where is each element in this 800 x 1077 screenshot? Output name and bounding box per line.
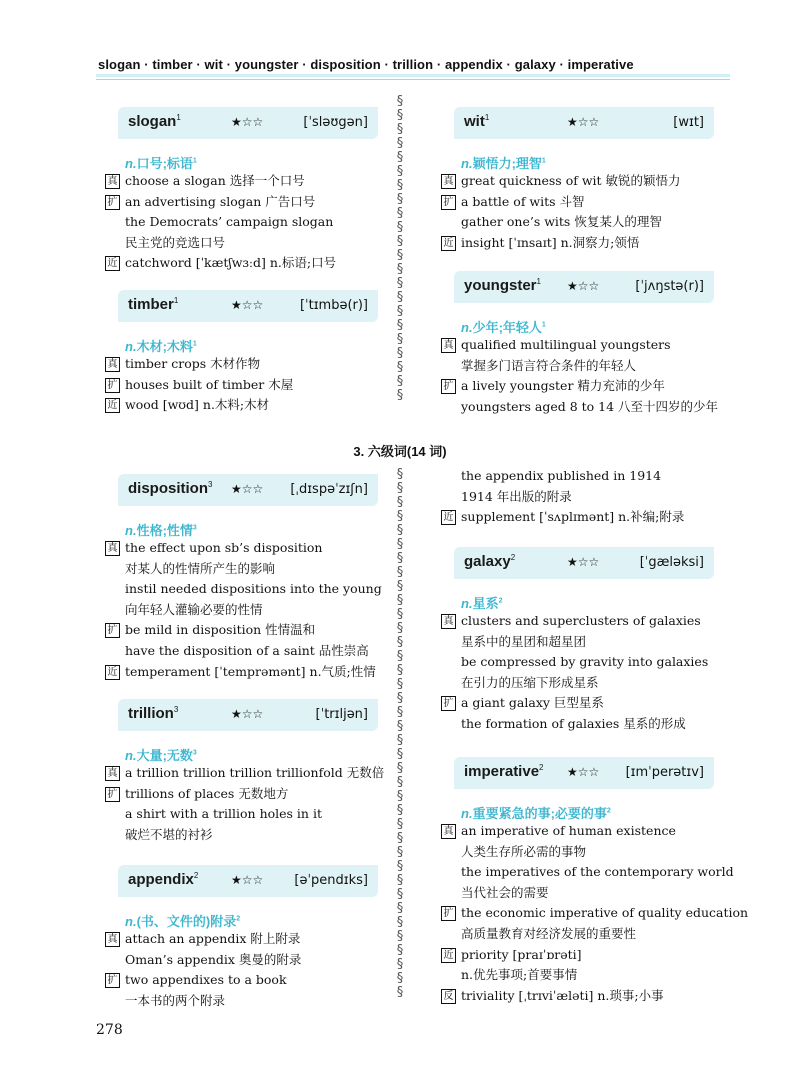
example-text: a shirt with a trillion holes in it <box>125 806 322 822</box>
example-line <box>105 559 390 580</box>
example-line <box>441 652 726 673</box>
definition: n.少年;年轻人$^1$ <box>461 320 546 335</box>
example-line <box>441 487 726 508</box>
label-mark: 真 <box>441 174 456 189</box>
example-line <box>441 883 726 904</box>
entry-headword-box <box>118 290 378 322</box>
headword: appendix$^2$ <box>128 871 199 888</box>
example-text: the imperatives of the contemporary world <box>461 864 734 880</box>
example-line <box>441 192 726 213</box>
entry-headword-box <box>454 271 714 303</box>
example-line <box>105 970 390 991</box>
label-mark: 近 <box>441 236 456 251</box>
example-text: insight [ˈɪnsaɪt] n.洞察力;领悟 <box>461 234 640 250</box>
example-text: 向年轻人灌输必要的性情 <box>125 601 263 617</box>
example-text: 破烂不堪的衬衫 <box>125 826 213 842</box>
headword-frequency: 1 <box>484 113 490 122</box>
headword: wit$^1$ <box>464 113 490 130</box>
headword: disposition$^3$ <box>128 480 213 497</box>
example-text: two appendixes to a book <box>125 972 287 988</box>
headword: galaxy$^2$ <box>464 553 516 570</box>
example-line <box>105 538 390 559</box>
example-line <box>105 662 390 683</box>
example-text: timber crops 木材作物 <box>125 356 261 371</box>
entry-headword-box <box>118 474 378 506</box>
entry-headword-box <box>454 107 714 139</box>
example-line <box>105 395 390 416</box>
headword-frequency: 1 <box>176 113 181 122</box>
example-line <box>441 397 726 418</box>
example-text: attach an appendix 附上附录 <box>125 931 301 946</box>
section-title: 3. 六级词(14 词) <box>353 444 447 459</box>
label-mark: 真 <box>441 338 456 353</box>
header-rule-thin <box>96 79 730 80</box>
phonetic: [ˈtɪmbə(r)] <box>299 298 368 313</box>
example-line <box>105 600 390 621</box>
example-text: the formation of galaxies 星系的形成 <box>461 715 686 731</box>
entry-disposition <box>105 474 390 682</box>
example-text: 人类生存所必需的事物 <box>461 843 587 859</box>
example-text: 当代社会的需要 <box>461 884 549 900</box>
phonetic: [wɪt] <box>673 115 704 130</box>
label-mark: 扩 <box>105 195 120 210</box>
label-mark: 扩 <box>105 378 120 393</box>
headword: trillion$^3$ <box>128 705 179 722</box>
phonetic: [ˈgæləksi] <box>639 555 704 570</box>
example-line <box>441 466 726 487</box>
example-text: great quickness of wit 敏锐的颖悟力 <box>461 173 681 188</box>
example-text: temperament [ˈtemprəmənt] n.气质;性情 <box>125 663 376 679</box>
example-line <box>105 212 390 233</box>
headword: slogan$^1$ <box>128 113 181 130</box>
headword: timber$^1$ <box>128 296 179 313</box>
star-rating: ★☆☆ <box>231 482 264 496</box>
entry-appendix <box>105 865 390 1011</box>
example-text: the appendix published in 1914 <box>461 468 662 483</box>
label-mark: 真 <box>105 932 120 947</box>
example-text: 掌握多门语言符合条件的年轻人 <box>461 357 637 373</box>
example-text: 一本书的两个附录 <box>125 992 226 1008</box>
example-line <box>105 620 390 641</box>
phonetic: [ɪmˈperətɪv] <box>625 765 704 780</box>
headword-frequency: 2 <box>539 763 544 772</box>
example-text: a giant galaxy 巨型星系 <box>461 695 604 711</box>
headword-frequency: 3 <box>173 705 179 714</box>
label-mark: 反 <box>441 989 456 1004</box>
example-text: 民主党的竞选口号 <box>125 234 226 250</box>
header-rule <box>96 74 730 77</box>
phonetic: [ˈtrɪljən] <box>315 707 368 722</box>
example-line <box>441 965 726 986</box>
definition: n.木材;木料$^1$ <box>125 339 197 354</box>
example-text: 1914 年出版的附录 <box>461 488 572 504</box>
example-line <box>105 354 390 375</box>
phonetic: [əˈpendɪks] <box>294 873 368 888</box>
example-line <box>441 714 726 735</box>
example-line <box>441 335 726 356</box>
example-line <box>105 763 390 784</box>
example-text: an advertising slogan 广告口号 <box>125 193 316 209</box>
example-line <box>105 991 390 1012</box>
example-line <box>105 192 390 213</box>
example-text: clusters and superclusters of galaxies <box>461 613 701 628</box>
definition: n.(书、文件的)附录$^2$ <box>125 914 241 929</box>
example-line <box>105 825 390 846</box>
phonetic: [ˈsləʊgən] <box>303 115 368 130</box>
example-line <box>441 673 726 694</box>
example-text: be compressed by gravity into galaxies <box>461 654 709 670</box>
entry-trillion <box>105 699 390 845</box>
page-number: 278 <box>96 1022 123 1038</box>
star-rating: ★☆☆ <box>231 115 264 129</box>
label-mark: 扩 <box>105 623 120 638</box>
entry-headword-box <box>454 757 714 789</box>
entry-youngster <box>441 271 726 417</box>
example-text: be mild in disposition 性情温和 <box>125 622 316 638</box>
example-text: instil needed dispositions into the young <box>125 581 382 597</box>
definition: n.重要紧急的事;必要的事$^2$ <box>461 806 611 821</box>
label-mark: 真 <box>105 541 120 556</box>
label-mark: 扩 <box>105 787 120 802</box>
example-line <box>105 641 390 662</box>
example-text: a lively youngster 精力充沛的少年 <box>461 378 665 394</box>
entry-headword-box <box>118 865 378 897</box>
star-rating: ★☆☆ <box>231 873 264 887</box>
example-text: 星系中的星团和超星团 <box>461 633 587 649</box>
example-text: 在引力的压缩下形成星系 <box>461 674 599 690</box>
example-line <box>105 375 390 396</box>
example-line <box>441 212 726 233</box>
example-line <box>441 356 726 377</box>
example-line <box>441 611 726 632</box>
headword-frequency: 1 <box>536 277 541 286</box>
example-line <box>441 376 726 397</box>
column-divider-bottom: § § § § § § § § § § § § § § § § § § § § § § § § § § § § § § § § § § § § § § <box>396 468 404 1000</box>
definition: n.颖悟力;理智$^1$ <box>461 156 546 171</box>
example-line <box>105 929 390 950</box>
example-text: the Democrats’ campaign slogan <box>125 214 334 230</box>
star-rating: ★☆☆ <box>231 707 264 721</box>
example-text: an imperative of human existence <box>461 823 676 838</box>
headword: youngster$^1$ <box>464 277 541 294</box>
definition: n.星系$^2$ <box>461 596 503 611</box>
label-mark: 扩 <box>441 696 456 711</box>
entry-timber <box>105 290 390 416</box>
entry-imperative <box>441 757 749 1006</box>
headword-frequency: 3 <box>208 480 213 489</box>
example-line <box>441 171 726 192</box>
label-mark: 真 <box>105 766 120 781</box>
label-mark: 近 <box>105 256 120 271</box>
example-line <box>105 253 390 274</box>
entry-galaxy <box>441 547 726 735</box>
example-text: choose a slogan 选择一个口号 <box>125 173 305 188</box>
example-text: the effect upon sb’s disposition <box>125 540 323 555</box>
entry-continuation <box>441 466 726 528</box>
example-text: gather one’s wits 恢复某人的理智 <box>461 214 662 230</box>
entry-headword-box <box>118 107 378 139</box>
star-rating: ★☆☆ <box>567 115 600 129</box>
label-mark: 扩 <box>441 906 456 921</box>
label-mark: 扩 <box>441 379 456 394</box>
example-line <box>441 986 726 1007</box>
label-mark: 近 <box>105 398 120 413</box>
example-text: triviality [ˌtrɪviˈæləti] n.琐事;小事 <box>461 987 664 1003</box>
example-text: 高质量教育对经济发展的重要性 <box>461 925 637 941</box>
example-text: houses built of timber 木屋 <box>125 376 294 392</box>
definition: n.大量;无数$^3$ <box>125 748 197 763</box>
label-mark: 近 <box>441 510 456 525</box>
entry-headword-box <box>118 699 378 731</box>
phonetic: [ˈjʌŋstə(r)] <box>635 279 704 294</box>
example-text: a battle of wits 斗智 <box>461 193 585 209</box>
entry-headword-box <box>454 547 714 579</box>
example-text: qualified multilingual youngsters <box>461 337 671 352</box>
definition: n.性格;性情$^3$ <box>125 523 197 538</box>
label-mark: 近 <box>441 948 456 963</box>
example-line <box>441 924 726 945</box>
example-text: a trillion trillion trillion trillionfold 无数倍 <box>125 765 385 780</box>
headword: imperative$^2$ <box>464 763 544 780</box>
label-mark: 真 <box>105 357 120 372</box>
example-line <box>105 950 390 971</box>
example-line <box>441 632 726 653</box>
example-text: youngsters aged 8 to 14 八至十四岁的少年 <box>461 398 719 414</box>
label-mark: 真 <box>441 824 456 839</box>
example-line <box>441 945 726 966</box>
example-line <box>441 842 726 863</box>
example-line <box>441 903 749 924</box>
label-mark: 扩 <box>441 195 456 210</box>
example-line <box>441 862 734 883</box>
star-rating: ★☆☆ <box>231 298 264 312</box>
example-line <box>441 233 726 254</box>
example-text: trillions of places 无数地方 <box>125 785 289 801</box>
example-line <box>105 171 390 192</box>
example-line <box>105 784 390 805</box>
example-line <box>441 507 726 528</box>
entry-slogan <box>105 107 390 274</box>
label-mark: 扩 <box>105 973 120 988</box>
example-text: Oman’s appendix 奥曼的附录 <box>125 951 302 967</box>
entry-wit <box>441 107 726 253</box>
phonetic: [ˌdɪspəˈzɪʃn] <box>290 482 368 497</box>
example-text: the economic imperative of quality education <box>461 905 749 921</box>
example-text: 对某人的性情所产生的影响 <box>125 560 276 576</box>
example-line <box>105 804 390 825</box>
label-mark: 近 <box>105 665 120 680</box>
definition: n.口号;标语$^1$ <box>125 156 197 171</box>
star-rating: ★☆☆ <box>567 765 600 779</box>
label-mark: 真 <box>105 174 120 189</box>
example-line <box>105 233 390 254</box>
example-line <box>441 821 726 842</box>
column-divider-top: § § § § § § § § § § § § § § § § § § § § § § <box>396 95 404 403</box>
star-rating: ★☆☆ <box>567 279 600 293</box>
example-text: wood [wʊd] n.木料;木材 <box>125 397 270 413</box>
headword-frequency: 2 <box>193 871 199 880</box>
example-text: supplement [ˈsʌplɪmənt] n.补编;附录 <box>461 509 685 525</box>
example-line <box>441 693 726 714</box>
label-mark: 真 <box>441 614 456 629</box>
example-text: n.优先事项;首要事情 <box>461 967 578 983</box>
example-line <box>105 579 390 600</box>
headword-frequency: 1 <box>173 296 179 305</box>
example-text: catchword [ˈkætʃwɜːd] n.标语;口号 <box>125 255 337 271</box>
page-header: slogan · timber · wit · youngster · disposition · trillion · appendix · galaxy · imperative <box>98 57 634 72</box>
example-text: priority [praɪˈɒrəti] <box>461 946 582 962</box>
example-text: have the disposition of a saint 品性崇高 <box>125 642 369 658</box>
headword-frequency: 2 <box>510 553 516 562</box>
star-rating: ★☆☆ <box>567 555 600 569</box>
